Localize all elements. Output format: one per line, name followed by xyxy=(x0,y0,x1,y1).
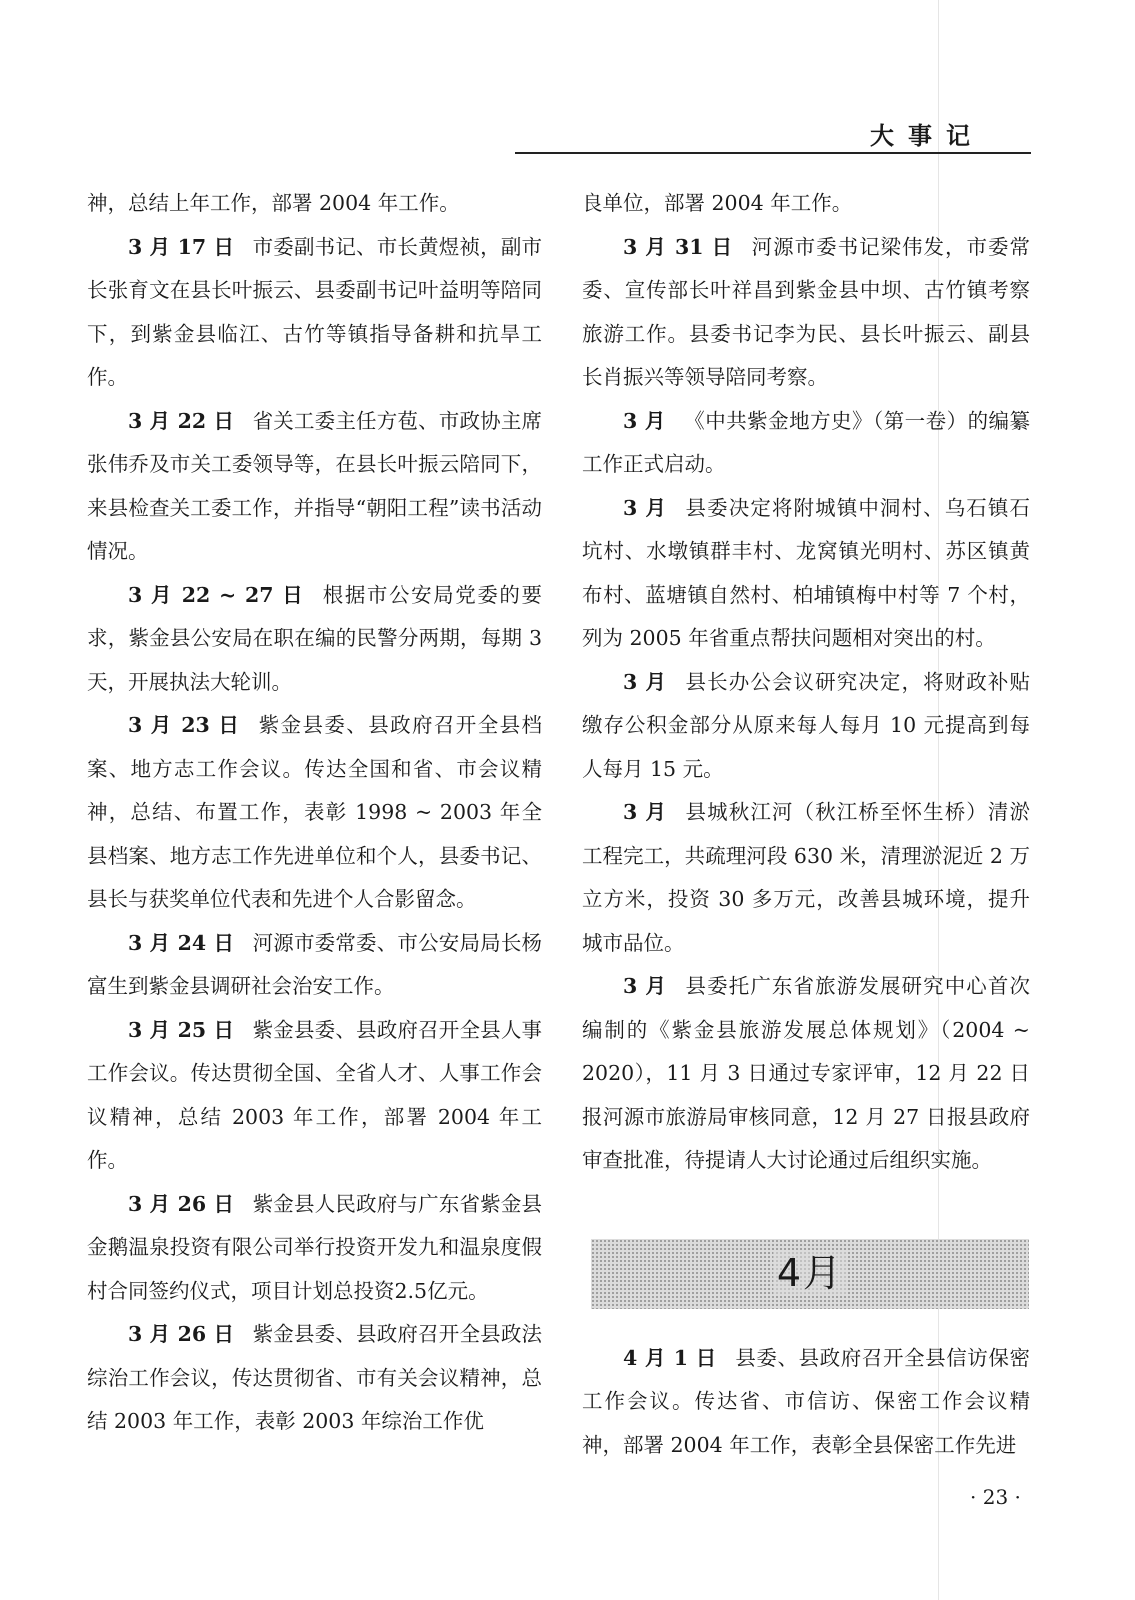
month-banner-label: 4月 xyxy=(773,1252,847,1296)
right-column-april-entries xyxy=(582,1337,1030,1468)
entry-text: 紫金县委、县政府召开全县政法综治工作会议，传达贯彻省、市有关会议精神，总结 2003 年工作，表彰 2003 年综治工作优 xyxy=(87,1322,543,1433)
chronicle-entry xyxy=(582,1337,1030,1468)
entry-date: 3 月 22 日 xyxy=(128,408,235,433)
chronicle-entry xyxy=(582,661,1030,792)
chronicle-entry xyxy=(87,922,542,1009)
chronicle-entry xyxy=(87,574,542,705)
entry-text: 紫金县人民政府与广东省紫金县金鹅温泉投资有限公司举行投资开发九和温泉度假村合同签约仪式，项目计划总投资2.5亿元。 xyxy=(87,1191,543,1303)
running-header: 大事记 xyxy=(870,122,984,150)
entry-text: 县委、县政府召开全县信访保密工作会议。传达省、市信访、保密工作会议精神，部署 2004 年工作，表彰全县保密工作先进 xyxy=(582,1345,1030,1457)
entry-date: 3 月 22 ~ 27 日 xyxy=(128,582,305,607)
entry-date: 4 月 1 日 xyxy=(623,1345,717,1370)
entry-date: 3 月 24 日 xyxy=(128,930,235,955)
entry-text: 县委托广东省旅游发展研究中心首次编制的《紫金县旅游发展总体规划》（2004 ~ 2020），11 月 3 日通过专家评审，12 月 22 日报河源市旅游局审核同意，12 月 27 日报县政府审查批准，待提请人大讨论通过后组织实施。 xyxy=(582,974,1031,1172)
entry-date: 3 月 xyxy=(623,669,668,694)
header-rule xyxy=(515,152,1031,154)
entry-date: 3 月 17 日 xyxy=(128,234,235,259)
entry-text: 《中共紫金地方史》（第一卷）的编纂工作正式启动。 xyxy=(582,408,1031,476)
entry-text: 河源市委常委、市公安局局长杨富生到紫金县调研社会治安工作。 xyxy=(87,930,543,998)
entry-date: 3 月 26 日 xyxy=(128,1322,235,1346)
entry-date: 3 月 xyxy=(623,800,668,824)
entry-date: 3 月 25 日 xyxy=(128,1017,235,1042)
chronicle-entry xyxy=(87,226,542,400)
chronicle-entry xyxy=(582,791,1030,965)
entry-date: 3 月 26 日 xyxy=(128,1191,235,1216)
entry-text: 根据市公安局党委的要求，紫金县公安局在职在编的民警分两期，每期 3 天，开展执法大轮训。 xyxy=(87,582,543,694)
entry-text: 县委决定将附城镇中洞村、乌石镇石坑村、水墩镇群丰村、龙窝镇光明村、苏区镇黄布村、蓝塘镇自然村、柏埔镇梅中村等 7 个村，列为 2005 年省重点帮扶问题相对突出的村。 xyxy=(582,495,1031,650)
entry-date: 3 月 xyxy=(623,408,666,433)
entry-text: 神，总结上年工作，部署 2004 年工作。 xyxy=(87,191,460,215)
entry-text: 省关工委主任方苞、市政协主席张伟乔及市关工委领导等，在县长叶振云陪同下，来县检查关工委工作，并指导“朝阳工程”读书活动情况。 xyxy=(87,408,543,563)
entry-text: 良单位，部署 2004 年工作。 xyxy=(582,191,853,215)
entry-text: 河源市委书记梁伟发，市委常委、宣传部长叶祥昌到紫金县中坝、古竹镇考察旅游工作。县委书记李为民、县长叶振云、副县长肖振兴等领导陪同考察。 xyxy=(582,234,1031,389)
month-banner xyxy=(591,1239,1029,1309)
chronicle-entry xyxy=(582,487,1030,661)
left-column xyxy=(87,182,542,1444)
chronicle-entry xyxy=(87,1009,542,1183)
chronicle-entry xyxy=(582,226,1030,400)
entry-date: 3 月 xyxy=(623,495,668,520)
entry-text: 紫金县委、县政府召开全县人事工作会议。传达贯彻全国、全省人才、人事工作会议精神，总结 2003 年工作，部署 2004 年工作。 xyxy=(87,1017,543,1172)
chronicle-entry xyxy=(582,965,1030,1183)
entry-date: 3 月 23 日 xyxy=(128,713,241,737)
entry-text: 县城秋江河（秋江桥至怀生桥）清淤工程完工，共疏理河段 630 米，清理淤泥近 2 万立方米，投资 30 多万元，改善县城环境，提升城市品位。 xyxy=(582,800,1031,955)
right-column xyxy=(582,182,1030,1467)
entry-text: 县长办公会议研究决定，将财政补贴缴存公积金部分从原来每人每月 10 元提高到每人每月 15 元。 xyxy=(582,669,1031,781)
chronicle-entry xyxy=(87,182,542,226)
entry-date: 3 月 xyxy=(623,974,668,998)
page-number: · 23 · xyxy=(970,1485,1021,1509)
chronicle-entry xyxy=(582,400,1030,487)
entry-date: 3 月 31 日 xyxy=(623,234,734,259)
chronicle-entry xyxy=(87,704,542,922)
chronicle-entry xyxy=(87,400,542,574)
chronicle-entry xyxy=(582,182,1030,226)
entry-text: 市委副书记、市长黄煜祯，副市长张育文在县长叶振云、县委副书记叶益明等陪同下，到紫金县临江、古竹等镇指导备耕和抗旱工作。 xyxy=(87,234,543,389)
right-column-entries xyxy=(582,182,1030,1183)
chronicle-entry xyxy=(87,1183,542,1314)
entry-text: 紫金县委、县政府召开全县档案、地方志工作会议。传达全国和省、市会议精神，总结、布置工作，表彰 1998 ~ 2003 年全县档案、地方志工作先进单位和个人，县委书记、县长与获奖单位代表和先进个人合影留念。 xyxy=(87,713,543,911)
chronicle-entry xyxy=(87,1313,542,1444)
